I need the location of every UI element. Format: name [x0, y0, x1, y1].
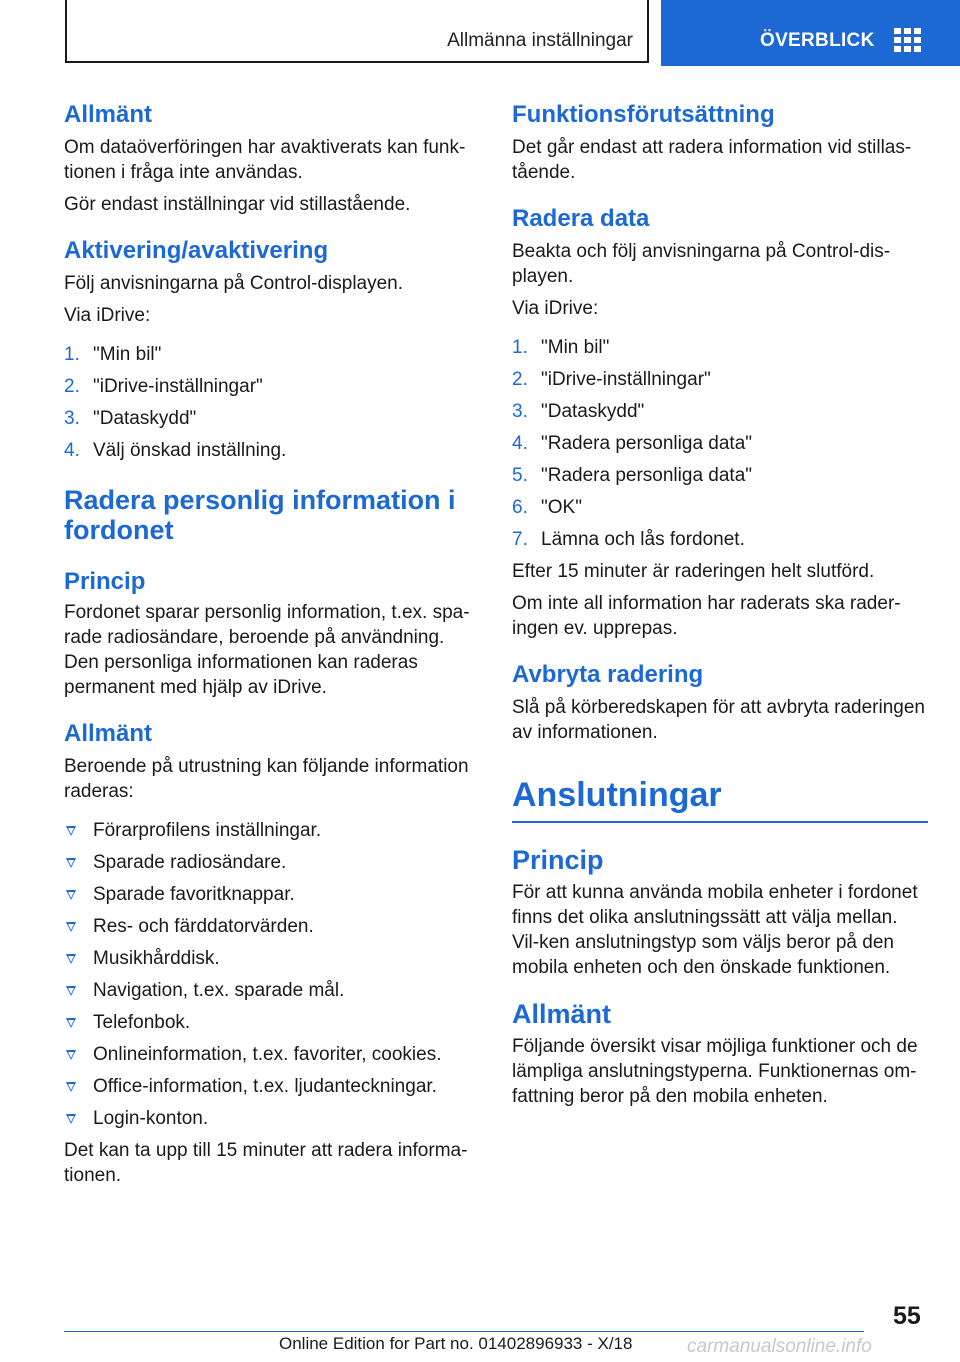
page-header: [0, 0, 960, 66]
paragraph: Om dataöverföringen har avaktiverats kan funk-tionen i fråga inte användas.: [64, 137, 466, 183]
triangle-bullet-icon: [66, 1114, 76, 1124]
list-item: Sparade favoritknappar.: [64, 882, 480, 907]
paragraph: Fordonet sparar personlig information, t.ex. spa-rade radiosändare, beroende på användning. Den personliga informationen kan raderas permanent med hjälp av iDrive.: [64, 602, 470, 698]
list-item: 2. "iDrive-inställningar": [512, 369, 711, 390]
triangle-bullet-icon: [66, 954, 76, 964]
footer-divider: [64, 1331, 864, 1332]
list-item: Office-information, t.ex. ljudanteckningar.: [64, 1074, 480, 1099]
step-list: [64, 342, 480, 463]
triangle-bullet-icon: [66, 858, 76, 868]
step-list: [512, 335, 928, 552]
list-item: 4. Välj önskad inställning.: [64, 440, 287, 461]
edition-text: Online Edition for Part no. 01402896933 - X/18: [279, 1334, 633, 1353]
list-item: 1. "Min bil": [512, 337, 610, 358]
list-item: 7. Lämna och lås fordonet.: [512, 529, 745, 550]
list-item: 2. "iDrive-inställningar": [64, 376, 263, 397]
list-item: Navigation, t.ex. sparade mål.: [64, 978, 480, 1003]
heading-radera-data: Radera data: [512, 205, 650, 232]
paragraph: Via iDrive:: [512, 298, 599, 319]
heading-allmant: Allmänt: [64, 720, 153, 747]
heading-funktionsforutsattning: Funktionsförutsättning: [512, 101, 775, 128]
paragraph: Beakta och följ anvisningarna på Control-dis-playen.: [512, 241, 891, 287]
heading-aktivering: Aktivering/avaktivering: [64, 237, 329, 264]
list-item: 3. "Dataskydd": [512, 401, 645, 422]
list-item: Res- och färddatorvärden.: [64, 914, 480, 939]
list-item: 6. "OK": [512, 497, 582, 518]
paragraph: Gör endast inställningar vid stillastående.: [64, 194, 411, 215]
heading-anslutningar: Anslutningar: [512, 775, 928, 823]
page-number: 55: [893, 1302, 921, 1330]
heading-allmant: Allmänt: [64, 101, 153, 128]
section-tab: [65, 0, 649, 63]
paragraph: Följ anvisningarna på Control-displayen.: [64, 273, 404, 294]
paragraph: Det kan ta upp till 15 minuter att radera informa-tionen.: [64, 1140, 468, 1186]
triangle-bullet-icon: [66, 890, 76, 900]
triangle-bullet-icon: [66, 1018, 76, 1028]
paragraph: Via iDrive:: [64, 305, 151, 326]
list-item: 1. "Min bil": [64, 344, 162, 365]
list-item: 3. "Dataskydd": [64, 408, 197, 429]
list-item: 5. "Radera personliga data": [512, 465, 753, 486]
paragraph: Följande översikt visar möjliga funktioner och de lämpliga anslutningstyperna. Funktionernas om-fattning beror på den mobila enheten.: [512, 1036, 918, 1107]
watermark: carmanualsonline.info: [687, 1336, 872, 1357]
heading-radera-personlig: Radera personlig information i fordonet: [64, 485, 456, 545]
list-item: Login-konton.: [64, 1106, 480, 1131]
triangle-bullet-icon: [66, 1050, 76, 1060]
heading-allmant: Allmänt: [512, 999, 612, 1029]
triangle-bullet-icon: [66, 826, 76, 836]
triangle-bullet-icon: [66, 922, 76, 932]
list-item: Telefonbok.: [64, 1010, 480, 1035]
list-item: Förarprofilens inställningar.: [64, 818, 480, 843]
paragraph: Efter 15 minuter är raderingen helt slutförd.: [512, 561, 875, 582]
paragraph: Slå på körberedskapen för att avbryta raderingen av informationen.: [512, 697, 925, 743]
section-title: Allmänna inställningar: [447, 30, 633, 51]
list-item: Sparade radiosändare.: [64, 850, 480, 875]
heading-avbryta-radering: Avbryta radering: [512, 661, 704, 688]
triangle-bullet-icon: [66, 986, 76, 996]
heading-princip: Princip: [512, 845, 604, 875]
list-item: Onlineinformation, t.ex. favoriter, cookies.: [64, 1042, 480, 1067]
overview-button[interactable]: [661, 0, 960, 66]
paragraph: Beroende på utrustning kan följande information raderas:: [64, 756, 469, 802]
paragraph: För att kunna använda mobila enheter i fordonet finns det olika anslutningssätt att välja mellan. Vil-ken anslutningstyp som väljs beror på den mobila enheten och den önskade funktionen.: [512, 882, 918, 978]
triangle-bullet-icon: [66, 1082, 76, 1092]
heading-princip: Princip: [64, 568, 146, 595]
paragraph: Det går endast att radera information vid stillas-tående.: [512, 137, 912, 183]
bullet-list: [64, 818, 480, 1131]
right-column: [512, 100, 928, 1109]
left-column: [64, 100, 480, 1188]
grid-icon: [894, 28, 921, 52]
list-item: 4. "Radera personliga data": [512, 433, 753, 454]
overview-label: ÖVERBLICK: [760, 30, 875, 51]
list-item: Musikhårddisk.: [64, 946, 480, 971]
paragraph: Om inte all information har raderats ska rader-ingen ev. upprepas.: [512, 593, 901, 639]
